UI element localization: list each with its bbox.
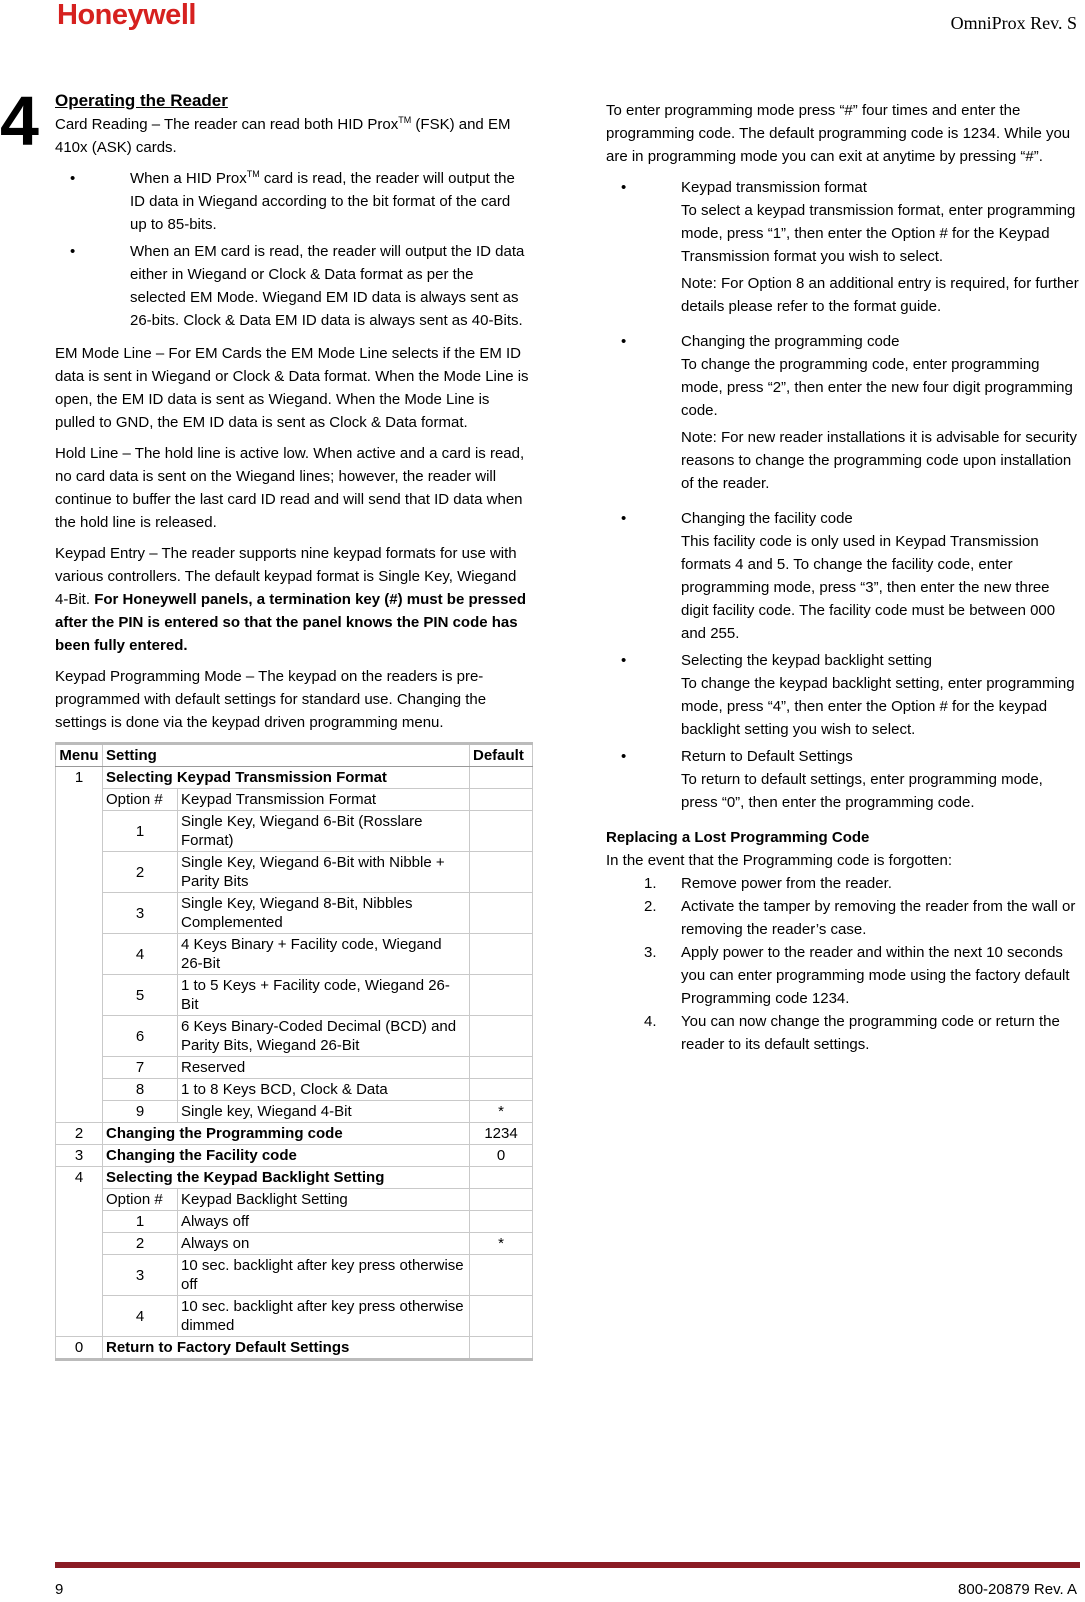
table-row: [56, 1255, 533, 1296]
table-row: [56, 852, 533, 893]
option-default: [470, 893, 533, 934]
option-default: [470, 811, 533, 852]
bullet-facility-code: • Changing the facility code This facility code is only used in Keypad Transmission formats 4 and 5. To change the facility code, enter programming mode, press “3”, then enter the new three digit facility code. The facility code must be between 000 and 255.: [621, 510, 1056, 642]
option-text: Single Key, Wiegand 8-Bit, Nibbles Complemented: [178, 893, 470, 934]
option-number: 2: [103, 852, 178, 893]
honeywell-logo: Honeywell: [57, 0, 196, 31]
menu-number: 2: [56, 1123, 103, 1145]
table-row: [56, 1057, 533, 1079]
option-number: 1: [103, 1211, 178, 1233]
menu-title: Return to Factory Default Settings: [103, 1337, 470, 1360]
menu-default: 0: [470, 1145, 533, 1167]
footer-rule: [55, 1562, 1080, 1568]
replacing-intro: In the event that the Programming code is forgotten:: [606, 852, 953, 869]
header-setting: Setting: [103, 744, 470, 767]
keypad-entry-paragraph: Keypad Entry – The reader supports nine keypad formats for use with various controllers. The default keypad format is Single Key, Wiegand 4-Bit. For Honeywell panels, a termination key (#) must be pressed after the PIN is entered so that the panel knows the PIN code has been fully entered.: [55, 545, 526, 654]
table-row: [56, 934, 533, 975]
option-number: 8: [103, 1079, 178, 1101]
document-number: 800-20879 Rev. A: [958, 1581, 1077, 1598]
option-number: 3: [103, 893, 178, 934]
option-text: 6 Keys Binary-Coded Decimal (BCD) and Parity Bits, Wiegand 26-Bit: [178, 1016, 470, 1057]
table-row: [56, 1296, 533, 1337]
hold-line-paragraph: Hold Line – The hold line is active low. When active and a card is read, no card data is sent on the Wiegand lines; however, the reader will continue to buffer the last card ID read and will send that ID data when the hold line is released.: [55, 445, 525, 531]
programming-intro: To enter programming mode press “#” four times and enter the programming code. The default programming code is 1234. While you are in programming mode you can exit at anytime by pressing “#”.: [606, 102, 1071, 165]
menu-number: 0: [56, 1337, 103, 1360]
table-row: [56, 1016, 533, 1057]
menu-title: Selecting the Keypad Backlight Setting: [103, 1167, 470, 1189]
option-default: [470, 1255, 533, 1296]
option-text: 1 to 5 Keys + Facility code, Wiegand 26-Bit: [178, 975, 470, 1016]
option-text: Single Key, Wiegand 6-Bit (Rosslare Format): [178, 811, 470, 852]
menu-title: Selecting Keypad Transmission Format: [103, 767, 470, 789]
table-header-row: [56, 744, 533, 767]
list-item: 1. Remove power from the reader.: [644, 875, 892, 892]
section-heading: Operating the Reader: [55, 91, 228, 110]
option-number: 1: [103, 811, 178, 852]
bullet-backlight: • Selecting the keypad backlight setting To change the keypad backlight setting, enter programming mode, press “4”, then enter the Option # for the keypad backlight setting you wish to select.: [621, 652, 1075, 738]
option-default: [470, 1211, 533, 1233]
em-mode-paragraph: EM Mode Line – For EM Cards the EM Mode Line selects if the EM ID data is sent in Wiegand or Clock & Data format. When the Mode Line is open, the EM ID data is sent as Wiegand. When the Mode Line is pulled to GND, the EM ID data is sent as Clock & Data format.: [55, 345, 529, 431]
option-header: Option #: [103, 789, 178, 811]
option-number: 7: [103, 1057, 178, 1079]
option-number: 3: [103, 1255, 178, 1296]
bullet-transmission-format: • Keypad transmission format To select a keypad transmission format, enter programming mode, press “1”, then enter the Option # for the Keypad Transmission format you wish to select. Note: For Option 8 an additional entry is required, for further details please refer to the format guide.: [621, 179, 1079, 315]
table-row: [56, 1123, 533, 1145]
chapter-number: 4: [0, 82, 39, 160]
option-number: 9: [103, 1101, 178, 1123]
option-header: Option #: [103, 1189, 178, 1211]
sub-header: Keypad Transmission Format: [178, 789, 470, 811]
page-number: 9: [55, 1581, 64, 1598]
option-text: 4 Keys Binary + Facility code, Wiegand 26-Bit: [178, 934, 470, 975]
table-row: [56, 1189, 533, 1211]
header-default: Default: [470, 744, 533, 767]
option-default: [470, 975, 533, 1016]
table-row: [56, 1101, 533, 1123]
menu-number: 3: [56, 1145, 103, 1167]
right-column: [606, 99, 1080, 1056]
option-text: Single key, Wiegand 4-Bit: [178, 1101, 470, 1123]
option-text: Single Key, Wiegand 6-Bit with Nibble + Parity Bits: [178, 852, 470, 893]
option-number: 5: [103, 975, 178, 1016]
menu-default: 1234: [470, 1123, 533, 1145]
table-row: [56, 1211, 533, 1233]
option-default: *: [470, 1101, 533, 1123]
option-text: 10 sec. backlight after key press otherwise dimmed: [178, 1296, 470, 1337]
option-text: Always on: [178, 1233, 470, 1255]
list-item: 4. You can now change the programming code or return the reader to its default settings.: [644, 1013, 1060, 1053]
table-row: [56, 767, 533, 789]
left-column: [55, 89, 530, 1361]
menu-number: 1: [56, 767, 103, 1123]
table-row: [56, 1167, 533, 1189]
bullet-hid: • When a HID Prox™ card is read, the reader will output the ID data in Wiegand according to the bit format of the card up to 85-bits.: [70, 169, 515, 233]
sub-header: Keypad Backlight Setting: [178, 1189, 470, 1211]
header-menu: Menu: [56, 744, 103, 767]
option-number: 4: [103, 1296, 178, 1337]
table-row: [56, 893, 533, 934]
replacing-heading: Replacing a Lost Programming Code: [606, 829, 870, 846]
option-default: [470, 1296, 533, 1337]
option-number: 2: [103, 1233, 178, 1255]
table-row: [56, 789, 533, 811]
list-item: 2. Activate the tamper by removing the reader from the wall or removing the reader’s case.: [644, 898, 1076, 938]
option-default: *: [470, 1233, 533, 1255]
option-text: 10 sec. backlight after key press otherwise off: [178, 1255, 470, 1296]
card-reading-paragraph: Card Reading – The reader can read both HID Prox™ (FSK) and EM 410x (ASK) cards.: [55, 115, 511, 156]
table-row: [56, 1145, 533, 1167]
settings-table: [55, 742, 533, 1361]
menu-number: 4: [56, 1167, 103, 1337]
bullet-em: • When an EM card is read, the reader will output the ID data either in Wiegand or Clock & Data format as per the selected EM Mode. Wiegand EM ID data is always sent as 26-bits. Clock & Data EM ID data is always sent as 40-Bits.: [70, 243, 525, 329]
list-item: 3. Apply power to the reader and within the next 10 seconds you can enter programming mode using the factory default Programming code 1234.: [644, 944, 1070, 1007]
table-row: [56, 1079, 533, 1101]
option-text: 1 to 8 Keys BCD, Clock & Data: [178, 1079, 470, 1101]
option-default: [470, 934, 533, 975]
table-row: [56, 811, 533, 852]
programming-mode-paragraph: Keypad Programming Mode – The keypad on the readers is pre-programmed with default settings for standard use. Changing the settings is done via the keypad driven programming menu.: [55, 668, 487, 731]
option-default: [470, 852, 533, 893]
option-number: 6: [103, 1016, 178, 1057]
option-default: [470, 1079, 533, 1101]
bullet-defaults: • Return to Default Settings To return to default settings, enter programming mode, press “0”, then enter the programming code.: [621, 748, 1043, 811]
option-default: [470, 1057, 533, 1079]
document-title: OmniProx Rev. S: [950, 13, 1077, 33]
option-text: Always off: [178, 1211, 470, 1233]
menu-title: Changing the Facility code: [103, 1145, 470, 1167]
table-row: [56, 1337, 533, 1360]
menu-title: Changing the Programming code: [103, 1123, 470, 1145]
bullet-programming-code: • Changing the programming code To change the programming code, enter programming mode, press “2”, then enter the new four digit programming code. Note: For new reader installations it is advisable for security reasons to change the programming code upon installation of the reader.: [621, 333, 1078, 492]
option-text: Reserved: [178, 1057, 470, 1079]
table-row: [56, 975, 533, 1016]
option-number: 4: [103, 934, 178, 975]
table-row: [56, 1233, 533, 1255]
option-default: [470, 1016, 533, 1057]
